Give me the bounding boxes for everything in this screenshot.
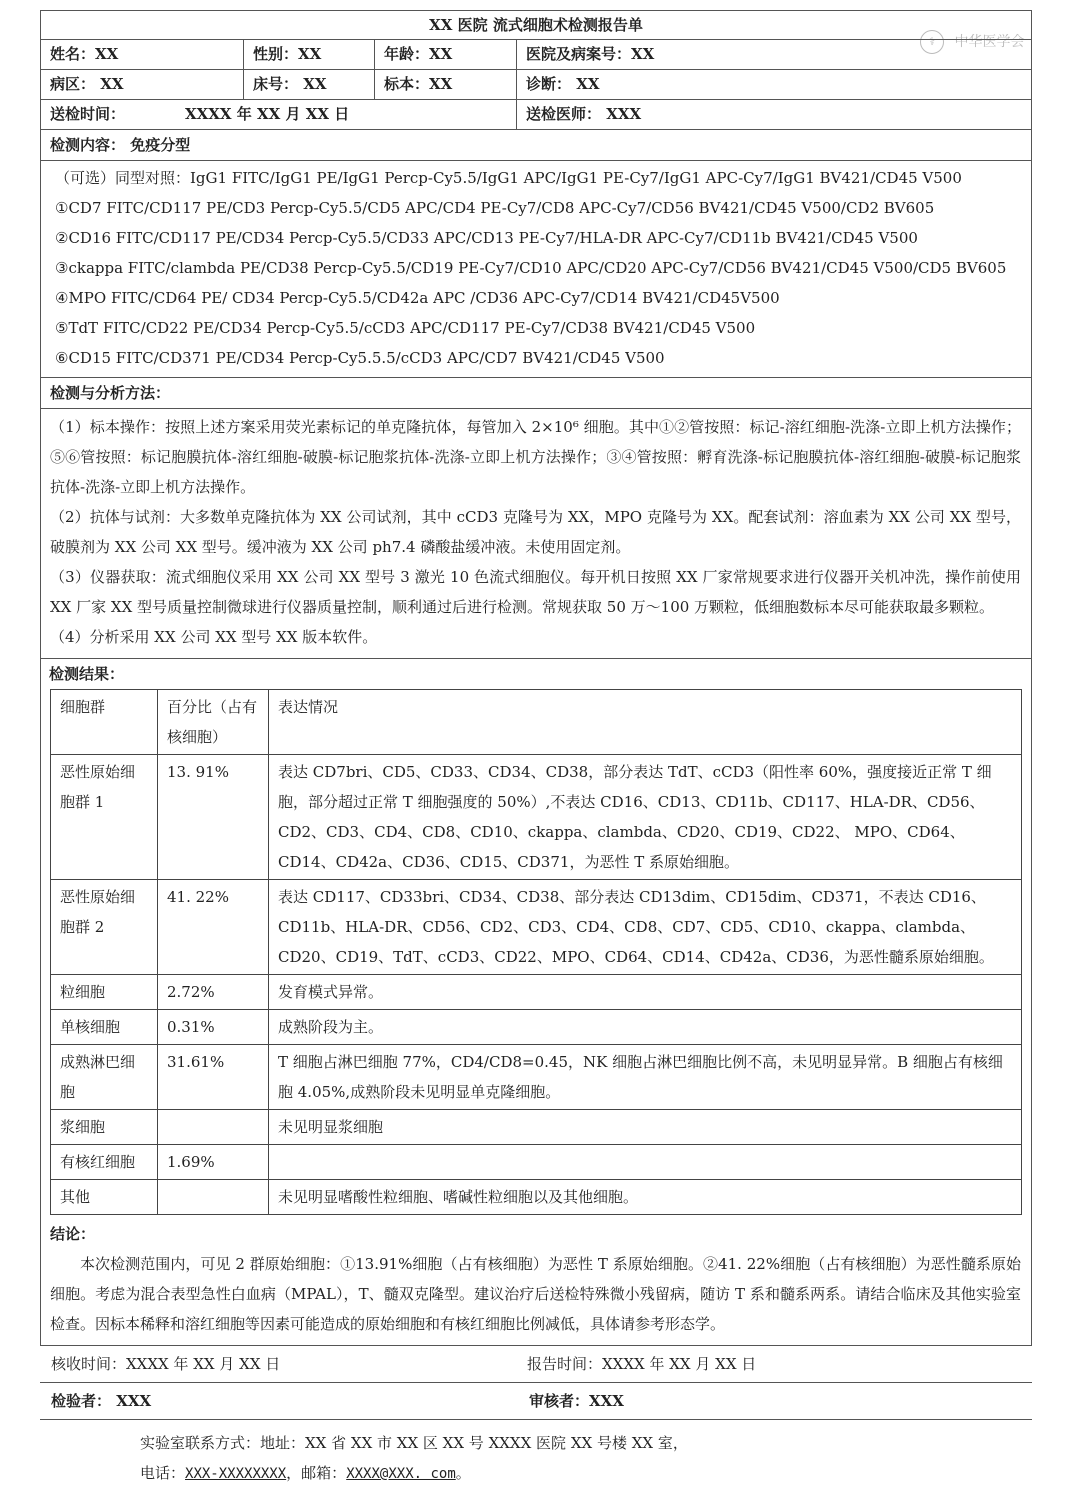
cell-group: 其他 — [51, 1180, 158, 1215]
send-time-label: 送检时间： — [50, 105, 126, 123]
table-row — [51, 880, 1022, 975]
cell-expr: T 细胞占淋巴细胞 77%，CD4/CD8=0.45，NK 细胞占淋巴细胞比例不高，未见明显异常。B 细胞占有核细胞 4.05%,成熟阶段未见明显单克隆细胞。 — [269, 1045, 1022, 1110]
receive-time: 核收时间：XXXX 年 XX 月 XX 日 — [51, 1355, 281, 1373]
cell-group: 成熟淋巴细胞 — [51, 1045, 158, 1110]
watermark-text: 中华医学会 — [954, 34, 1025, 50]
cell-percent: 0.31% — [158, 1010, 269, 1045]
table-row — [51, 1145, 1022, 1180]
tube-item: ④MPO FITC/CD64 PE/ CD34 Percp-Cy5.5/CD42a APC /CD36 APC-Cy7/CD14 BV421/CD45V500 — [55, 289, 780, 307]
specimen: 标本：XX — [375, 70, 517, 99]
methods-header: 检测与分析方法： — [41, 378, 1031, 409]
tube-item: ⑤TdT FITC/CD22 PE/CD34 Percp-Cy5.5/cCD3 APC/CD117 PE-Cy7/CD38 BV421/CD45 V500 — [55, 319, 756, 337]
report-footer — [40, 1345, 1032, 1420]
results-table — [50, 689, 1022, 1215]
patient-age: 年龄：XX — [375, 40, 517, 69]
patient-row-3 — [41, 100, 1031, 130]
contact-address: 实验室联系方式：地址：XX 省 XX 市 XX 区 XX 号 XXXX 医院 XX 号楼 XX 室， — [140, 1434, 688, 1452]
table-row — [51, 1110, 1022, 1145]
phone-label: 电话： — [140, 1464, 186, 1482]
cell-group: 有核红细胞 — [51, 1145, 158, 1180]
contact-line-2 — [140, 1458, 1032, 1489]
cell-percent: 2.72% — [158, 975, 269, 1010]
patient-row-2 — [41, 70, 1031, 100]
method-paragraph: （1）标本操作：按照上述方案采用荧光素标记的单克隆抗体，每管加入 2×10⁶ 细胞。其中①②管按照：标记-溶红细胞-洗涤-立即上机方法操作；⑤⑥管按照：标记胞膜抗体-溶红细胞-破膜-标记胞浆抗体-洗涤-立即上机方法操作；③④管按照：孵育洗涤-标记胞膜抗体-溶红细胞-破膜-标记胞浆抗体-洗涤-立即上机方法操作。 — [50, 418, 1021, 496]
tube-item: （可选）同型对照：IgG1 FITC/IgG1 PE/IgG1 Percp-Cy5.5/IgG1 APC/IgG1 PE-Cy7/IgG1 APC-Cy7/IgG1 BV421/CD45 V500 — [55, 169, 962, 187]
bed: 床号： XX — [244, 70, 375, 99]
diagnosis: 诊断： XX — [526, 75, 600, 93]
cell-expr — [269, 1145, 1022, 1180]
patient-name: 姓名：XX — [41, 40, 244, 69]
footer-signers — [40, 1383, 1032, 1419]
send-time — [41, 100, 517, 129]
phone-number: XXX-XXXXXXXX — [185, 1466, 287, 1482]
content-header: 检测内容： 免疫分型 — [41, 130, 1031, 161]
cell-expr: 表达 CD7bri、CD5、CD33、CD34、CD38，部分表达 TdT、cCD3（阳性率 60%，强度接近正常 T 细胞，部分超过正常 T 细胞强度的 50%）,不表达 CD16、CD13、CD11b、CD117、HLA-DR、CD56、CD2、CD3、CD4、CD8、CD10、ckappa、clambda、CD20、CD19、CD22、 MPO、CD64、CD14、CD42a、CD36、CD15、CD371，为恶性 T 系原始细胞。 — [269, 755, 1022, 880]
method-paragraph: （2）抗体与试剂：大多数单克隆抗体为 XX 公司试剂，其中 cCD3 克隆号为 XX，MPO 克隆号为 XX。配套试剂：溶血素为 XX 公司 XX 型号，破膜剂为 XX 公司 XX 型号。缓冲液为 XX 公司 ph7.4 磷酸盐缓冲液。未使用固定剂。 — [50, 508, 1021, 556]
table-header-row — [51, 690, 1022, 755]
patient-sex: 性别：XX — [244, 40, 375, 69]
tube-item: ②CD16 FITC/CD117 PE/CD34 Percp-Cy5.5/CD33 APC/CD13 PE-Cy7/HLA-DR APC-Cy7/CD11b BV421/CD45 V500 — [55, 229, 918, 247]
table-row — [51, 1010, 1022, 1045]
cell-group: 粒细胞 — [51, 975, 158, 1010]
cell-percent: 31.61% — [158, 1045, 269, 1110]
tube-list — [41, 161, 1031, 378]
results-header: 检测结果： — [49, 665, 125, 683]
table-row — [51, 1045, 1022, 1110]
table-row — [51, 1180, 1022, 1215]
cell-percent: 13. 91% — [158, 755, 269, 880]
cell-group: 浆细胞 — [51, 1110, 158, 1145]
conclusion-section — [41, 1215, 1031, 1345]
cell-percent: 1.69% — [158, 1145, 269, 1180]
conclusion-text: 本次检测范围内，可见 2 群原始细胞：①13.91%细胞（占有核细胞）为恶性 T 系原始细胞。②41. 22%细胞（占有核细胞）为恶性髓系原始细胞。考虑为混合表型急性白血病（MPAL），T、髓双克隆型。建议治疗后送检特殊微小残留病，随访 T 系和髓系两系。请结合临床及其他实验室检查。因标本稀释和溶红细胞等因素可能造成的原始细胞和有核红细胞比例减低，具体请参考形态学。 — [50, 1255, 1021, 1333]
send-time-value: XXXX 年 XX 月 XX 日 — [185, 105, 350, 123]
cell-expr: 发育模式异常。 — [269, 975, 1022, 1010]
methods-body — [41, 409, 1031, 659]
footer-times — [40, 1346, 1032, 1383]
tube-item: ⑥CD15 FITC/CD371 PE/CD34 Percp-Cy5.5.5/cCD3 APC/CD7 BV421/CD45 V500 — [55, 349, 665, 367]
conclusion-header: 结论： — [50, 1225, 96, 1243]
report — [40, 10, 1032, 1489]
cell-group: 恶性原始细胞群 2 — [51, 880, 158, 975]
col-header-percent: 百分比（占有核细胞） — [158, 690, 269, 755]
cell-expr: 成熟阶段为主。 — [269, 1010, 1022, 1045]
cell-group: 单核细胞 — [51, 1010, 158, 1045]
reviewer: 审核者：XXX — [529, 1392, 624, 1410]
method-paragraph: （4）分析采用 XX 公司 XX 型号 XX 版本软件。 — [50, 628, 378, 646]
tester: 检验者： XXX — [51, 1392, 152, 1410]
report-time: 报告时间：XXXX 年 XX 月 XX 日 — [527, 1355, 757, 1373]
col-header-expr: 表达情况 — [269, 690, 1022, 755]
tube-item: ③ckappa FITC/clambda PE/CD38 Percp-Cy5.5/CD19 PE-Cy7/CD10 APC/CD20 APC-Cy7/CD56 BV421/CD45 V500/CD5 BV605 — [55, 259, 1007, 277]
contact-info — [40, 1428, 1032, 1489]
cell-expr: 表达 CD117、CD33bri、CD34、CD38、部分表达 CD13dim、CD15dim、CD371，不表达 CD16、CD11b、HLA-DR、CD56、CD2、CD3、CD4、CD8、CD7、CD5、CD10、ckappa、clambda、CD20、CD19、TdT、cCD3、CD22、MPO、CD64、CD14、CD42a、CD36，为恶性髓系原始细胞。 — [269, 880, 1022, 975]
society-logo-icon: ⚕ — [920, 30, 944, 54]
email-address: XXXX@XXX. com — [346, 1466, 456, 1482]
col-header-group: 细胞群 — [51, 690, 158, 755]
method-paragraph: （3）仪器获取：流式细胞仪采用 XX 公司 XX 型号 3 激光 10 色流式细胞仪。每开机日按照 XX 厂家常规要求进行仪器开关机冲洗，操作前使用 XX 厂家 XX 型号质量控制微球进行仪器质量控制，顺利通过后进行检测。常规获取 50 万～100 万颗粒，低细胞数标本尽可能获取最多颗粒。 — [50, 568, 1021, 616]
report-title: XX 医院 流式细胞术检测报告单 — [41, 11, 1031, 40]
cell-percent — [158, 1110, 269, 1145]
cell-percent — [158, 1180, 269, 1215]
cell-group: 恶性原始细胞群 1 — [51, 755, 158, 880]
results-section — [41, 659, 1031, 1215]
patient-row-1 — [41, 40, 1031, 70]
cell-expr: 未见明显嗜酸性粒细胞、嗜碱性粒细胞以及其他细胞。 — [269, 1180, 1022, 1215]
table-row — [51, 755, 1022, 880]
table-row — [51, 975, 1022, 1010]
hospital-id: 医院及病案号：XX — [526, 45, 655, 63]
contact-end: 。 — [455, 1464, 471, 1482]
send-doctor: 送检医师： XXX — [526, 105, 642, 123]
report-header — [40, 10, 1032, 1345]
tube-item: ①CD7 FITC/CD117 PE/CD3 Percp-Cy5.5/CD5 APC/CD4 PE-Cy7/CD8 APC-Cy7/CD56 BV421/CD45 V500/CD2 BV605 — [55, 199, 935, 217]
cell-expr: 未见明显浆细胞 — [269, 1110, 1022, 1145]
ward: 病区： XX — [41, 70, 244, 99]
cell-percent: 41. 22% — [158, 880, 269, 975]
email-label: ，邮箱： — [286, 1464, 347, 1482]
